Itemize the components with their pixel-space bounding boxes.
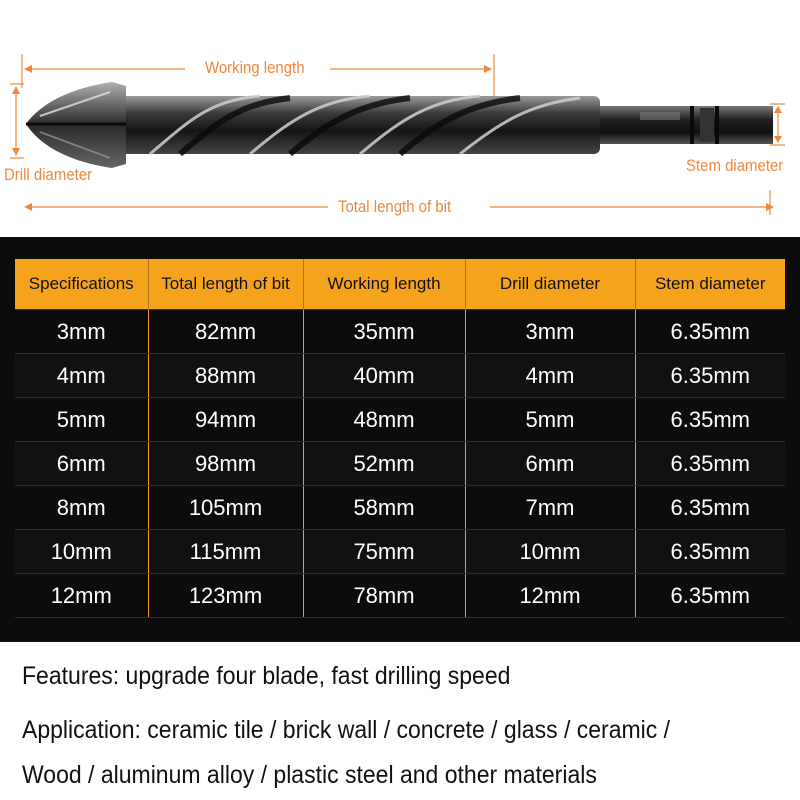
table-cell: 105mm — [148, 486, 303, 530]
table-cell: 6.35mm — [635, 398, 785, 442]
table-cell: 6.35mm — [635, 442, 785, 486]
table-cell: 4mm — [15, 354, 148, 398]
table-cell: 12mm — [15, 574, 148, 618]
table-cell: 78mm — [303, 574, 465, 618]
stem-diameter-label: Stem diameter — [686, 156, 784, 175]
spec-table — [15, 259, 785, 618]
table-cell: 8mm — [15, 486, 148, 530]
table-cell: 10mm — [15, 530, 148, 574]
table-cell: 75mm — [303, 530, 465, 574]
table-cell: 40mm — [303, 354, 465, 398]
table-cell: 94mm — [148, 398, 303, 442]
header-specifications: Specifications — [15, 259, 148, 310]
table-cell: 5mm — [465, 398, 635, 442]
header-working-length: Working length — [303, 259, 465, 310]
table-cell: 6.35mm — [635, 574, 785, 618]
table-cell: 3mm — [465, 310, 635, 354]
hex-shank — [595, 106, 773, 144]
table-cell: 6.35mm — [635, 354, 785, 398]
table-cell: 6mm — [15, 442, 148, 486]
header-drill-diameter: Drill diameter — [465, 259, 635, 310]
table-cell: 123mm — [148, 574, 303, 618]
table-cell: 6.35mm — [635, 486, 785, 530]
drill-bit — [26, 82, 773, 168]
table-row — [15, 574, 785, 618]
table-cell: 7mm — [465, 486, 635, 530]
header-stem-diameter: Stem diameter — [635, 259, 785, 310]
table-cell: 98mm — [148, 442, 303, 486]
header-total-length: Total length of bit — [148, 259, 303, 310]
table-cell: 88mm — [148, 354, 303, 398]
table-cell: 6.35mm — [635, 310, 785, 354]
spec-table-panel — [0, 237, 800, 642]
application-text-line1: Application: ceramic tile / brick wall / concrete / glass / ceramic / — [22, 716, 671, 744]
table-cell: 10mm — [465, 530, 635, 574]
table-cell: 82mm — [148, 310, 303, 354]
table-row — [15, 398, 785, 442]
table-cell: 52mm — [303, 442, 465, 486]
features-text: Features: upgrade four blade, fast drilling speed — [22, 662, 511, 690]
table-cell: 6.35mm — [635, 530, 785, 574]
working-length-label: Working length — [205, 58, 305, 77]
table-row — [15, 310, 785, 354]
table-cell: 115mm — [148, 530, 303, 574]
table-cell: 35mm — [303, 310, 465, 354]
total-length-label: Total length of bit — [338, 197, 452, 216]
table-cell: 3mm — [15, 310, 148, 354]
application-text-line2: Wood / aluminum alloy / plastic steel and other materials — [22, 761, 597, 789]
table-row — [15, 354, 785, 398]
table-cell: 12mm — [465, 574, 635, 618]
table-cell: 4mm — [465, 354, 635, 398]
table-cell: 5mm — [15, 398, 148, 442]
drill-diameter-label: Drill diameter — [4, 165, 93, 184]
table-cell: 48mm — [303, 398, 465, 442]
table-header-row — [15, 259, 785, 310]
table-cell: 58mm — [303, 486, 465, 530]
table-row — [15, 442, 785, 486]
table-row — [15, 486, 785, 530]
drill-diameter-dimension — [10, 84, 24, 158]
table-row — [15, 530, 785, 574]
table-cell: 6mm — [465, 442, 635, 486]
